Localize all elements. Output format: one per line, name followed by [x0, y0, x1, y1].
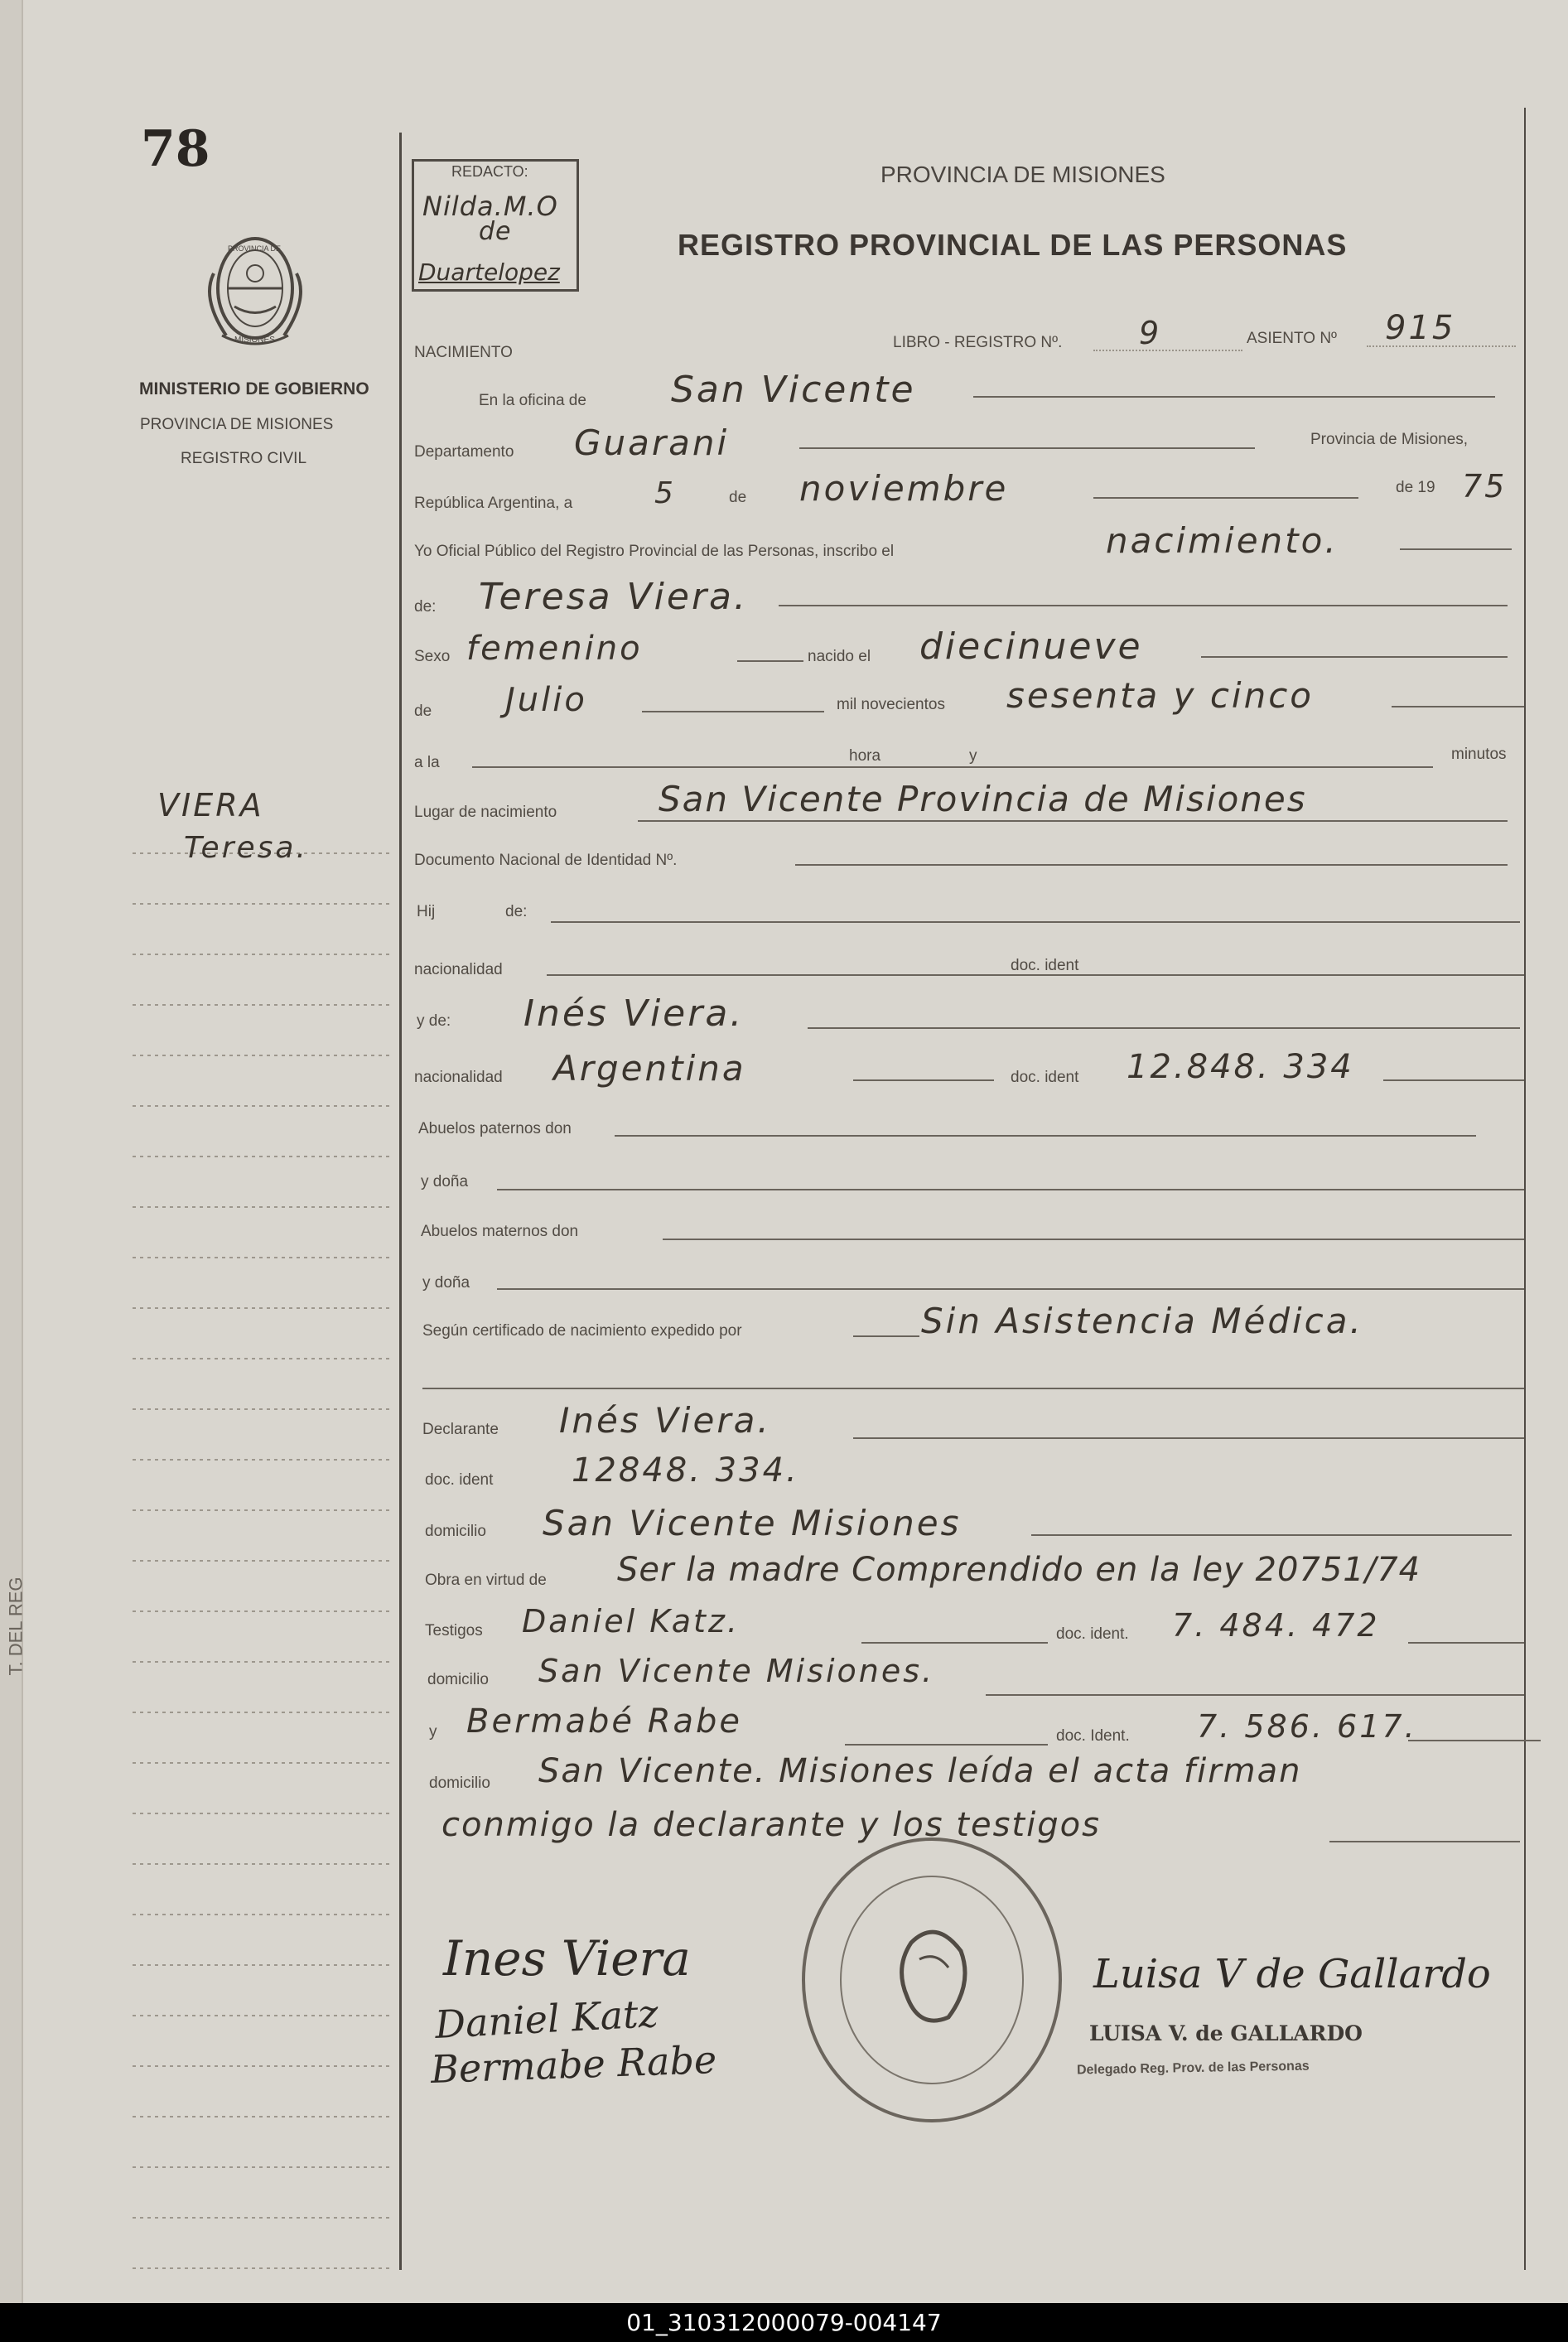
signature-daniel-katz: Daniel Katz [433, 1990, 659, 2048]
label-doc-ident4: doc. ident. [1056, 1625, 1129, 1643]
label-domicilio: domicilio [425, 1523, 486, 1540]
rule-domicilio-t1 [986, 1694, 1524, 1696]
ministry-line3: REGISTRO CIVIL [181, 450, 307, 467]
rule-certificado-2 [422, 1388, 1524, 1389]
value-obra: Ser la madre Comprendido en la ley 20751/74 [617, 1551, 1421, 1589]
dots-asiento [1367, 345, 1516, 347]
label-domicilio2: domicilio [427, 1671, 489, 1688]
label-declarante: Declarante [422, 1421, 499, 1438]
rule-inscribe [1400, 548, 1512, 550]
rule-nombre [779, 605, 1508, 606]
value-certificado: Sin Asistencia Médica. [921, 1301, 1363, 1341]
emblem-bottom-text: MISIONES [234, 336, 275, 345]
rule-abuela-mat [497, 1288, 1524, 1290]
value-testigo2: Bermabé Rabe [466, 1702, 742, 1741]
value-mes-nac: Julio [505, 681, 587, 719]
label-de-mesnac: de [414, 703, 432, 720]
official-stamp-title: Delegado Reg. Prov. de las Personas [1076, 2059, 1310, 2078]
spine-text: T. DEL REG [5, 1577, 27, 1676]
emblem-top-text: PROVINCIA DE [228, 244, 282, 253]
value-domicilio-t2: San Vicente. Misiones leída el acta firman [538, 1752, 1302, 1790]
label-oficina: En la oficina de [479, 392, 586, 409]
value-libro: 9 [1139, 315, 1162, 351]
rule-anionac [1392, 706, 1524, 707]
frame-left-border [399, 133, 402, 2270]
rule-testigo1 [861, 1642, 1048, 1644]
label-de2: de: [505, 903, 528, 920]
label-lugar: Lugar de nacimiento [414, 804, 557, 821]
label-a-la: a la [414, 754, 440, 771]
label-de-mes: de [729, 489, 747, 506]
rule-abuela-pat [497, 1189, 1524, 1190]
official-stamp-name: LUISA V. de GALLARDO [1089, 2021, 1363, 2045]
value-nacido: diecinueve [919, 625, 1143, 668]
page-number: 78 [141, 120, 210, 178]
rule-nac-madre [853, 1079, 994, 1081]
redacto-line1: Nilda.M.O [422, 191, 558, 222]
label-segun: Según certificado de nacimiento expedido por [422, 1322, 742, 1340]
value-nombre: Teresa Viera. [479, 576, 748, 618]
redacto-line3: Duartelopez [418, 258, 560, 286]
rule-abuelos-mat [663, 1239, 1524, 1240]
label-nacimiento: NACIMIENTO [414, 344, 513, 361]
rule-mes [1093, 497, 1358, 499]
value-oficina: San Vicente [671, 369, 916, 411]
label-y-de: y de: [417, 1012, 451, 1030]
value-doc-testigo1: 7. 484. 472 [1172, 1607, 1380, 1644]
spine-edge [0, 0, 23, 2303]
value-departamento: Guarani [574, 423, 730, 463]
label-abuelos-mat: Abuelos maternos don [421, 1223, 579, 1240]
label-testigos: Testigos [425, 1622, 483, 1639]
rule-testigo2 [845, 1744, 1048, 1746]
label-departamento: Departamento [414, 443, 514, 461]
label-libro: LIBRO - REGISTRO Nº. [893, 334, 1063, 351]
value-lugar: San Vicente Provincia de Misiones [659, 779, 1307, 819]
rule-declarante [853, 1437, 1524, 1439]
frame-right-border [1524, 108, 1526, 2270]
label-de19: de 19 [1396, 479, 1435, 496]
value-doc-madre: 12.848. 334 [1127, 1048, 1354, 1086]
rule-oficina [973, 396, 1495, 398]
label-doc-ident: doc. ident [1011, 957, 1079, 974]
value-inscribe: nacimiento. [1106, 520, 1339, 561]
label-y: y [969, 747, 977, 765]
label-doc-ident5: doc. Ident. [1056, 1727, 1130, 1745]
rule-nacido [1201, 656, 1508, 658]
label-de-nombre: de: [414, 598, 437, 616]
margin-surname: VIERA [157, 787, 264, 823]
label-nacido: nacido el [808, 648, 871, 665]
rule-domicilio [1031, 1534, 1512, 1536]
label-sexo: Sexo [414, 648, 451, 665]
value-asiento: 915 [1385, 309, 1456, 347]
label-y-dona2: y doña [422, 1274, 470, 1292]
rule-doc-testigo1 [1408, 1642, 1524, 1644]
header-province: PROVINCIA DE MISIONES [880, 162, 1165, 187]
value-declarante: Inés Viera. [559, 1400, 771, 1441]
label-asiento: ASIENTO Nº [1247, 330, 1337, 347]
label-abuelos-pat: Abuelos paternos don [418, 1120, 572, 1137]
registry-seal [795, 1827, 1069, 2133]
rule-lugar [638, 820, 1508, 822]
dots-libro [1093, 350, 1242, 351]
rule-doc-testigo2 [1408, 1740, 1541, 1741]
label-doc-ident2: doc. ident [1011, 1069, 1079, 1086]
value-sexo: femenino [466, 630, 643, 668]
label-y2: y [429, 1723, 437, 1741]
ministry-line1: MINISTERIO DE GOBIERNO [139, 379, 369, 398]
rule-madre [808, 1027, 1520, 1029]
rule-abuelos-pat [615, 1135, 1476, 1137]
margin-given-name: Teresa. [184, 831, 308, 865]
label-doc-ident3: doc. ident [425, 1471, 494, 1489]
rule-documento [795, 864, 1508, 866]
signature-official: Luisa V de Gallardo [1093, 1951, 1491, 1997]
ministry-line2: PROVINCIA DE MISIONES [140, 416, 334, 433]
rule-padre [551, 921, 1520, 923]
value-madre: Inés Viera. [523, 992, 745, 1035]
rule-cierre [1329, 1841, 1520, 1842]
label-domicilio3: domicilio [429, 1775, 490, 1792]
label-provincia: Provincia de Misiones, [1310, 431, 1469, 448]
header-title: REGISTRO PROVINCIAL DE LAS PERSONAS [678, 228, 1348, 262]
footer-id: 01_310312000079-004147 [626, 2309, 942, 2336]
label-oficial: Yo Oficial Público del Registro Provincial de las Personas, inscribo el [414, 543, 895, 560]
label-hora: hora [849, 747, 881, 765]
value-testigo1: Daniel Katz. [522, 1603, 740, 1639]
rule-hora [472, 766, 1433, 768]
label-republica: República Argentina, a [414, 495, 573, 512]
label-hij: Hij [417, 903, 436, 920]
value-anio: 75 [1462, 468, 1508, 505]
label-y-dona: y doña [421, 1173, 469, 1190]
value-cierre: conmigo la declarante y los testigos [441, 1806, 1101, 1844]
value-domicilio: San Vicente Misiones [543, 1503, 962, 1543]
redacto-label: REDACTO: [451, 163, 528, 180]
label-nacionalidad: nacionalidad [414, 961, 503, 978]
rule-departamento [799, 447, 1255, 449]
label-documento: Documento Nacional de Identidad Nº. [414, 852, 678, 869]
rule-certificado [853, 1335, 919, 1337]
label-mil: mil novecientos [837, 696, 945, 713]
value-anio-nac: sesenta y cinco [1006, 675, 1314, 716]
label-nacionalidad2: nacionalidad [414, 1069, 503, 1086]
label-obra: Obra en virtud de [425, 1572, 547, 1589]
value-doc-testigo2: 7. 586. 617. [1197, 1708, 1417, 1745]
value-mes: noviembre [799, 468, 1009, 509]
signature-bermabe-rabe: Bermabe Rabe [430, 2036, 717, 2093]
label-minutos: minutos [1451, 746, 1507, 763]
rule-sexo [737, 660, 803, 662]
redacto-line2: de [479, 217, 512, 246]
value-domicilio-t1: San Vicente Misiones. [538, 1653, 935, 1689]
value-dia: 5 [654, 476, 676, 510]
value-doc-declarante: 12848. 334. [572, 1451, 799, 1490]
rule-mesnac [642, 711, 824, 712]
signature-ines-viera: Ines Viera [443, 1930, 691, 1987]
value-nac-madre: Argentina [553, 1048, 746, 1089]
rule-doc-madre [1383, 1079, 1524, 1081]
